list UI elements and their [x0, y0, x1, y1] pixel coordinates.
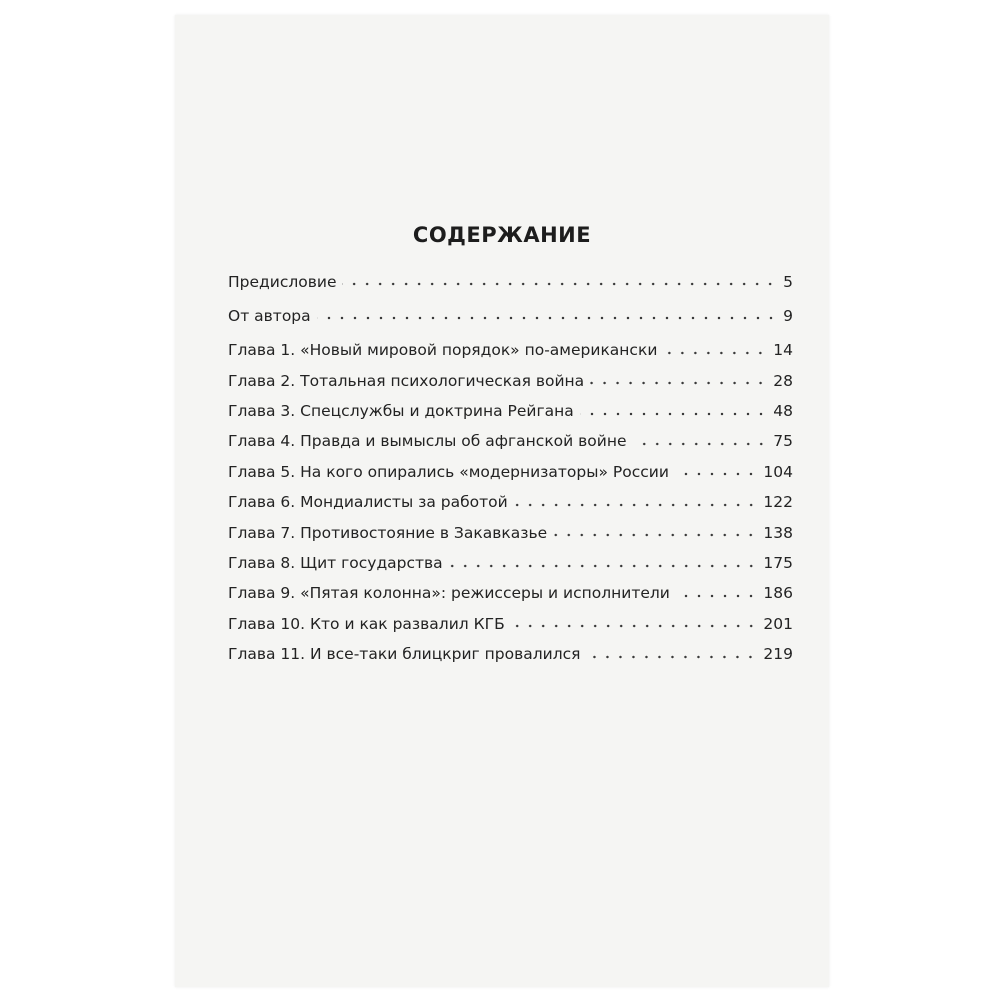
dot-leader: [449, 555, 758, 571]
toc-entry: [228, 522, 793, 552]
dot-leader: [663, 342, 767, 358]
toc-entry-page: 9: [783, 306, 793, 325]
toc-entry-title: Глава 2. Тотальная психологическая война: [228, 371, 585, 390]
toc-entry-title: Глава 9. «Пятая колонна»: режиссеры и исполнители: [228, 584, 670, 603]
toc-entry-title: Глава 5. На кого опирались «модернизаторы» России: [228, 462, 669, 481]
dot-leader: [676, 585, 758, 601]
dot-leader: [511, 615, 758, 631]
toc-entry-page: 138: [763, 523, 793, 542]
toc-entry-page: 5: [783, 272, 793, 291]
book-page: [175, 15, 829, 987]
toc-entry: [228, 613, 793, 643]
toc-title: СОДЕРЖАНИЕ: [412, 223, 592, 247]
toc-entry: [228, 492, 793, 522]
toc-entry: [228, 271, 793, 301]
dot-leader: [580, 403, 768, 419]
toc-entry-page: 28: [773, 371, 793, 390]
toc-entry-page: 48: [773, 402, 793, 421]
dot-leader: [553, 524, 757, 540]
toc-entry-title: Глава 6. Мондиалисты за работой: [228, 493, 508, 512]
toc-entry: [228, 431, 793, 461]
toc-entry: [228, 370, 793, 400]
toc-entry-page: 75: [773, 432, 793, 451]
toc-entry-title: Глава 8. Щит государства: [228, 554, 443, 573]
dot-leader: [342, 273, 777, 289]
toc-entry-page: 14: [773, 341, 793, 360]
toc-entry-title: Глава 1. «Новый мировой порядок» по-американски: [228, 341, 658, 360]
toc-entry-page: 122: [763, 493, 793, 512]
dot-leader: [590, 372, 767, 388]
toc-entry: [228, 644, 793, 674]
toc-entry-title: Глава 4. Правда и вымыслы об афганской войне: [228, 432, 627, 451]
toc-entry: [228, 583, 793, 613]
toc-entry: [228, 340, 793, 370]
toc-entry-page: 104: [763, 462, 793, 481]
dot-leader: [514, 494, 758, 510]
toc-entry-page: 201: [763, 614, 793, 633]
dot-leader: [675, 463, 757, 479]
toc-entry: [228, 553, 793, 583]
toc-entry: [228, 461, 793, 491]
toc-entry-title: От автора: [228, 306, 311, 325]
toc-entry: [228, 401, 793, 431]
toc-entry-title: Глава 11. И все-таки блицкриг провалился: [228, 645, 581, 664]
toc-entry-title: Глава 3. Спецслужбы и доктрина Рейгана: [228, 402, 574, 421]
toc-entry-title: Глава 7. Противостояние в Закавказье: [228, 523, 548, 542]
toc-entry-page: 175: [763, 554, 793, 573]
toc-entry-page: 186: [763, 584, 793, 603]
toc-entry: [228, 305, 793, 335]
toc-entry-title: Предисловие: [228, 272, 337, 291]
toc-entry-title: Глава 10. Кто и как развалил КГБ: [228, 614, 505, 633]
toc-entry-page: 219: [763, 645, 793, 664]
toc-list: [228, 271, 793, 674]
dot-leader: [586, 646, 757, 662]
dot-leader: [633, 433, 768, 449]
dot-leader: [317, 307, 777, 323]
